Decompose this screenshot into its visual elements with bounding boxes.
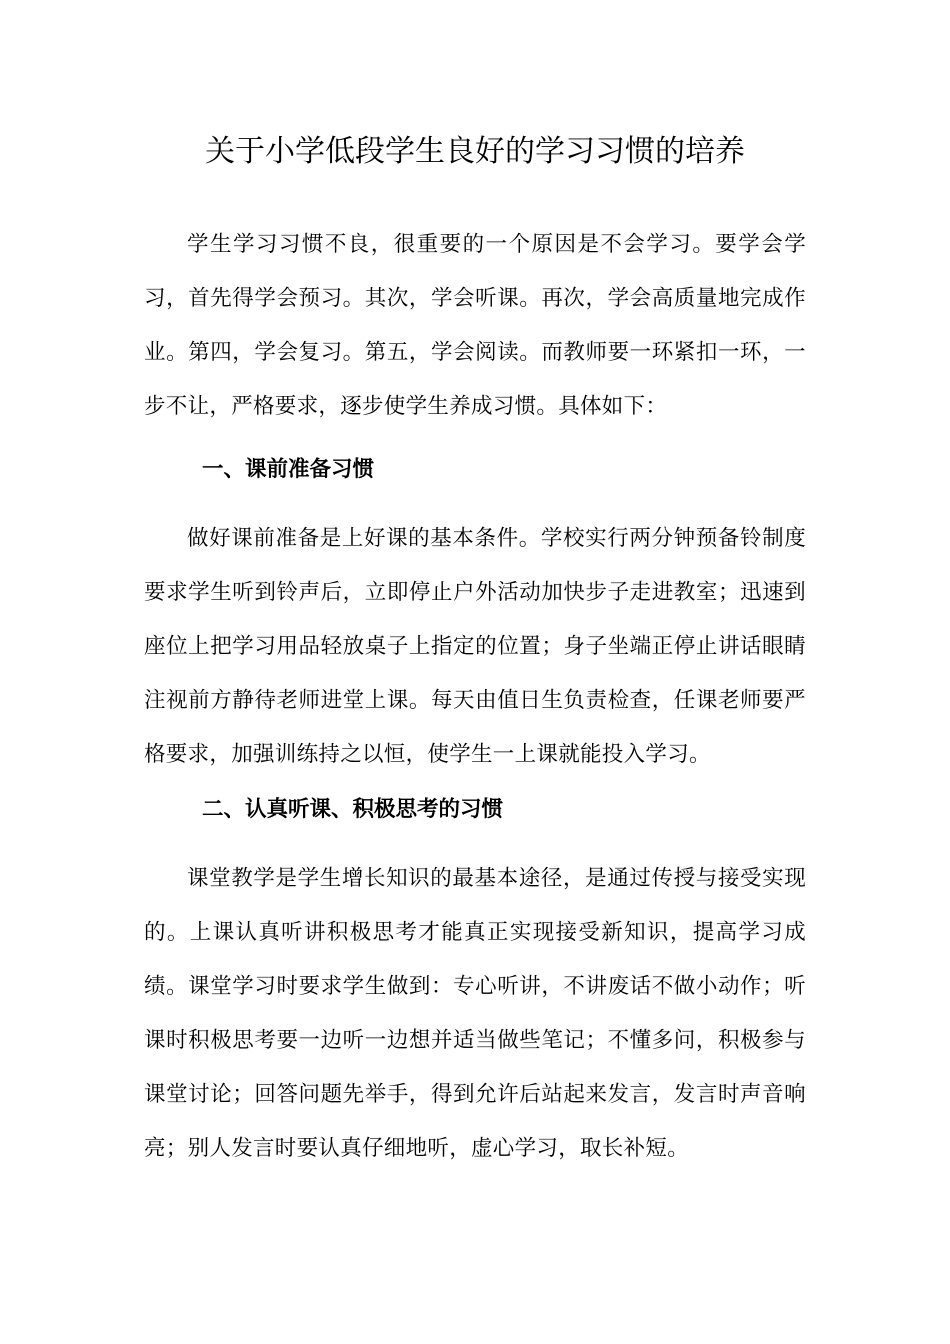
section-body-2: 课堂教学是学生增长知识的最基本途径，是通过传授与接受实现的。上课认真听讲积极思考才能真正实现接受新知识，提高学习成绩。课堂学习时要求学生做到：专心听讲，不讲废话不做小动作；听课时积极思考要一边听一边想并适当做些笔记；不懂多问，积极参与课堂讨论；回答问题先举手，得到允许后站起来发言，发言时声音响亮；别人发言时要认真仔细地听，虚心学习，取长补短。 bbox=[144, 866, 806, 1161]
section-heading-1: 一、课前准备习惯 bbox=[202, 457, 375, 482]
document-title: 关于小学低段学生良好的学习习惯的培养 bbox=[205, 134, 745, 169]
section-heading-2: 二、认真听课、积极思考的习惯 bbox=[202, 797, 504, 822]
section-body-1: 做好课前准备是上好课的基本条件。学校实行两分钟预备铃制度要求学生听到铃声后，立即停止户外活动加快步子走进教室；迅速到座位上把学习用品轻放桌子上指定的位置；身子坐端正停止讲话眼睛注视前方静待老师进堂上课。每天由值日生负责检查，任课老师要严格要求，加强训练持之以恒，使学生一上课就能投入学习。 bbox=[144, 526, 806, 767]
intro-paragraph: 学生学习习惯不良，很重要的一个原因是不会学习。要学会学习，首先得学会预习。其次，学会听课。再次，学会高质量地完成作业。第四，学会复习。第五，学会阅读。而教师要一环紧扣一环，一步不让，严格要求，逐步使学生养成习惯。具体如下： bbox=[144, 232, 806, 419]
